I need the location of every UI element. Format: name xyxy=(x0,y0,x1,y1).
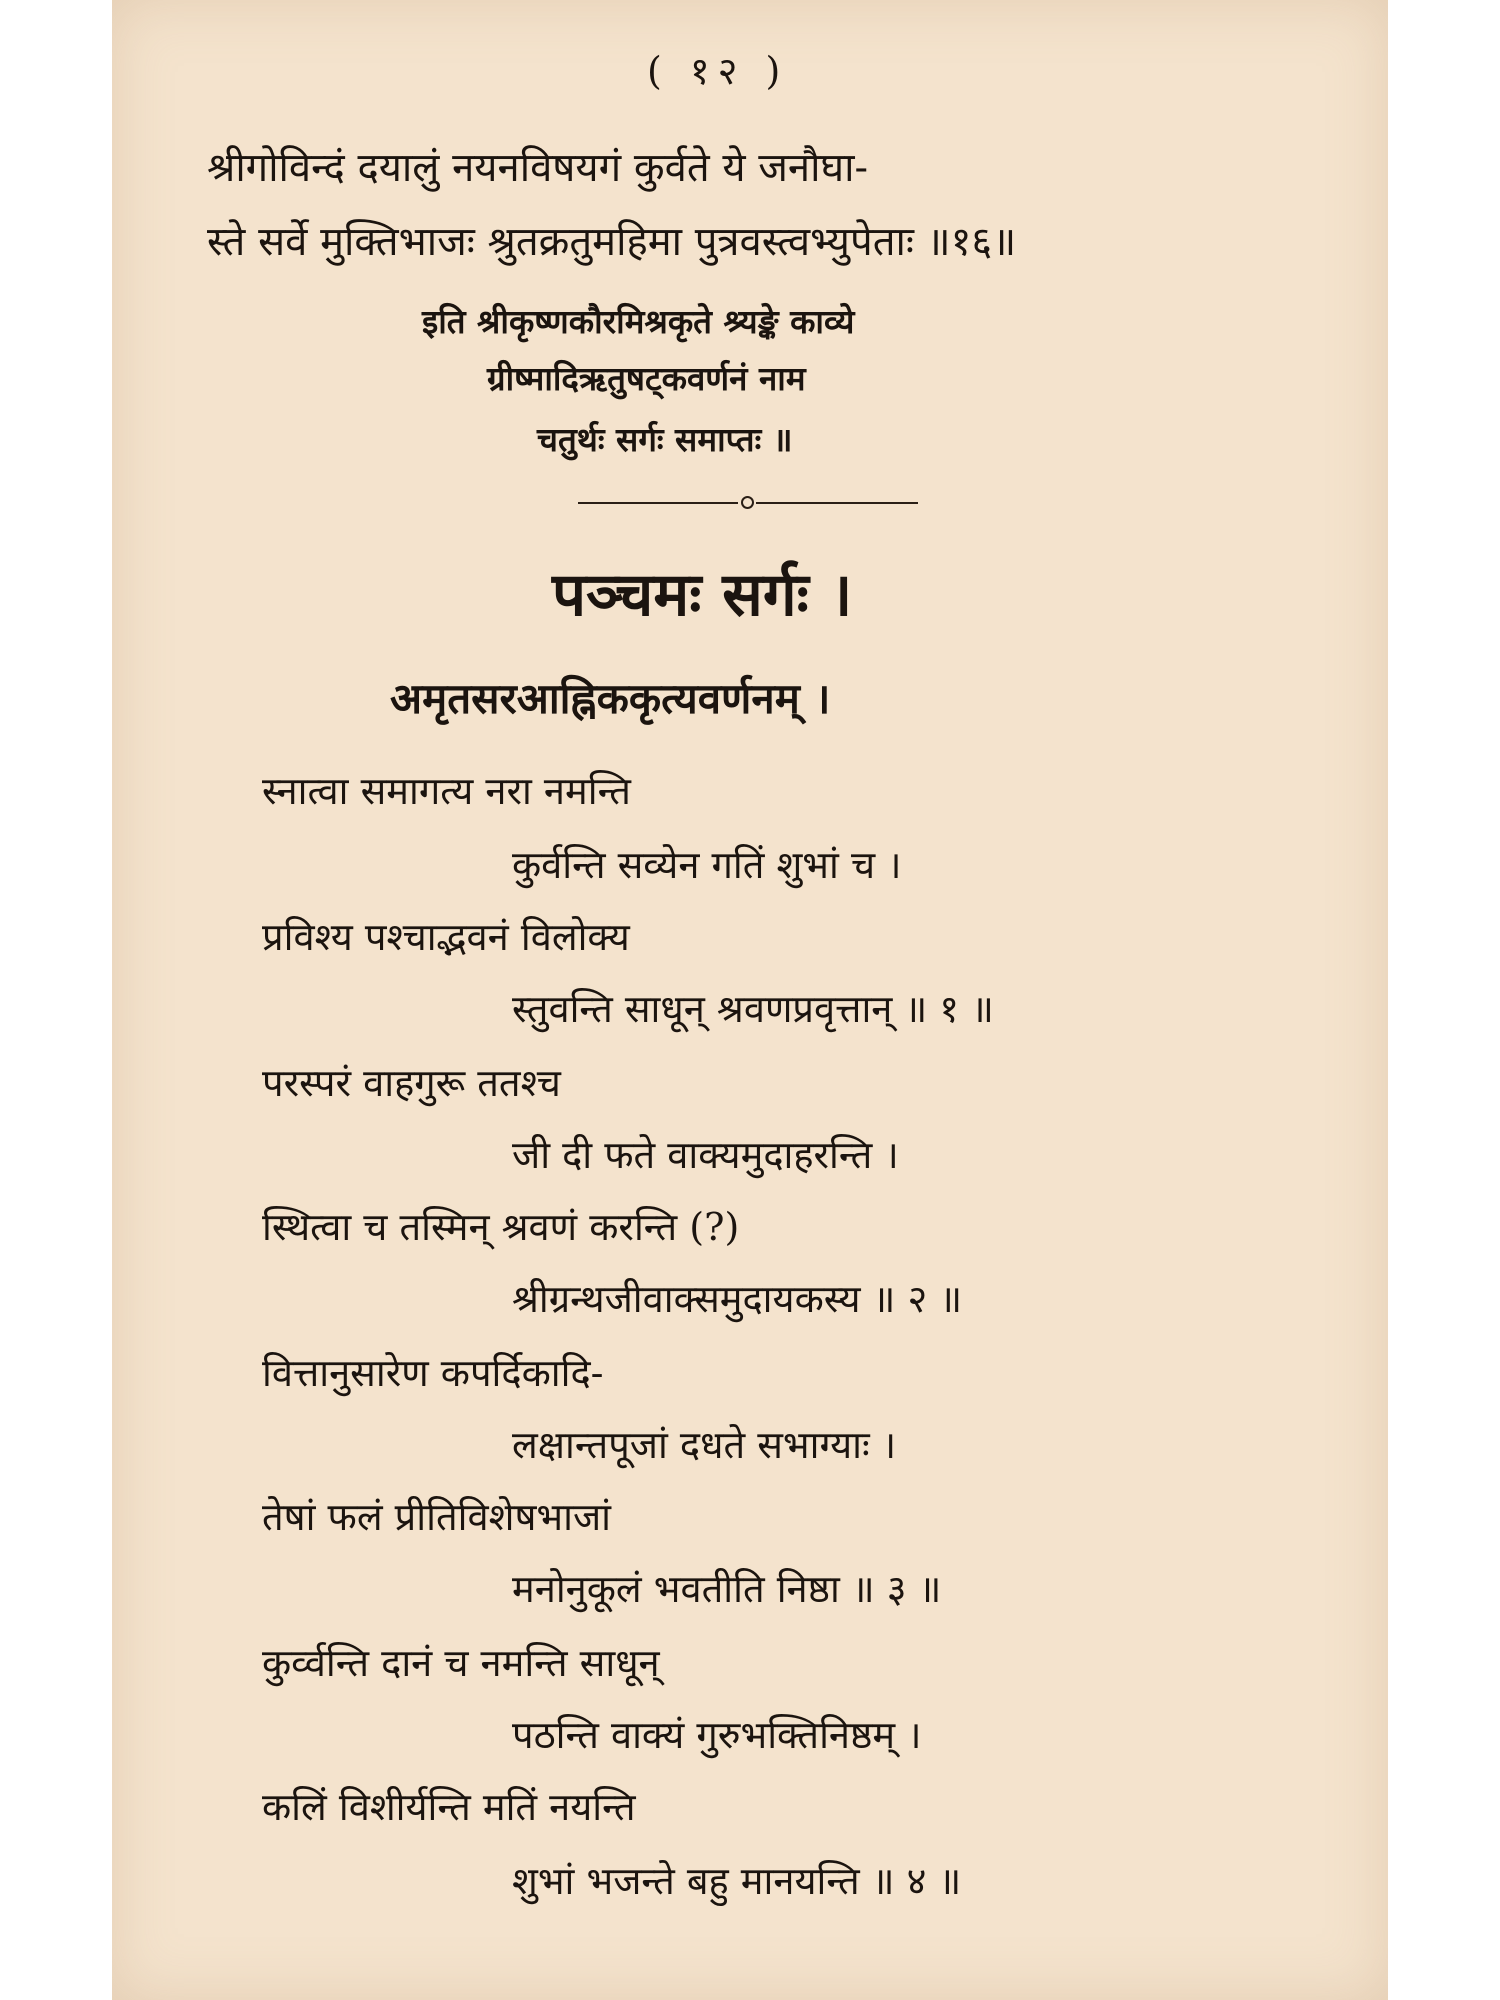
verse-2-line-2: जी दी फते वाक्यमुदाहरन्ति । xyxy=(512,1133,899,1177)
verse-4-line-4: शुभां भजन्ते बहु मानयन्ति ॥ ४ ॥ xyxy=(512,1859,962,1903)
verse-3-line-4: मनोनुकूलं भवतीति निष्ठा ॥ ३ ॥ xyxy=(512,1567,942,1611)
page-number: ( १२ ) xyxy=(647,49,789,93)
verse-2-line-1: परस्परं वाहगुरू ततश्च xyxy=(262,1061,561,1105)
section-divider xyxy=(578,496,918,510)
verse-2-line-4: श्रीग्रन्थजीवाक्समुदायकस्य ॥ २ ॥ xyxy=(512,1277,963,1321)
colophon-line-1: इति श्रीकृष्णकौरमिश्रकृते श्र्यङ्के काव्ये xyxy=(422,302,855,341)
verse-1-line-4: स्तुवन्ति साधून् श्रवणप्रवृत्तान् ॥ १ ॥ xyxy=(512,987,994,1031)
verse-1-line-3: प्रविश्य पश्चाद्भवनं विलोक्य xyxy=(262,915,630,959)
chapter-title: पञ्चमः सर्गः । xyxy=(552,560,853,630)
verse-3-line-3: तेषां फलं प्रीतिविशेषभाजां xyxy=(262,1495,612,1539)
book-page xyxy=(112,0,1388,2000)
colophon-line-2: ग्रीष्मादिऋतुषट्कवर्णनं नाम xyxy=(487,359,806,398)
verse-4-line-2: पठन्ति वाक्यं गुरुभक्तिनिष्ठम् । xyxy=(512,1713,922,1757)
verse-4-line-3: कलिं विशीर्यन्ति मतिं नयन्ति xyxy=(262,1785,636,1829)
verse-16-line-2: स्ते सर्वे मुक्तिभाजः श्रुतक्रतुमहिमा पुत्रवस्त्वभ्युपेताः ॥१६॥ xyxy=(207,219,1017,265)
verse-1-line-2: कुर्वन्ति सव्येन गतिं शुभां च । xyxy=(512,843,902,887)
verse-2-line-3: स्थित्वा च तस्मिन् श्रवणं करन्ति (?) xyxy=(262,1205,740,1249)
colophon-line-3: चतुर्थः सर्गः समाप्तः ॥ xyxy=(537,420,793,459)
verse-3-line-2: लक्षान्तपूजां दधते सभाग्याः । xyxy=(512,1423,897,1467)
verse-3-line-1: वित्तानुसारेण कपर्दिकादि- xyxy=(262,1351,604,1395)
verse-1-line-1: स्नात्वा समागत्य नरा नमन्ति xyxy=(262,769,631,813)
verse-16-line-1: श्रीगोविन्दं दयालुं नयनविषयगं कुर्वते ये जनौघा- xyxy=(207,145,869,191)
chapter-subtitle: अमृतसरआह्निककृत्यवर्णनम् । xyxy=(390,674,831,723)
verse-4-line-1: कुर्व्वन्ति दानं च नमन्ति साधून् xyxy=(262,1641,660,1685)
